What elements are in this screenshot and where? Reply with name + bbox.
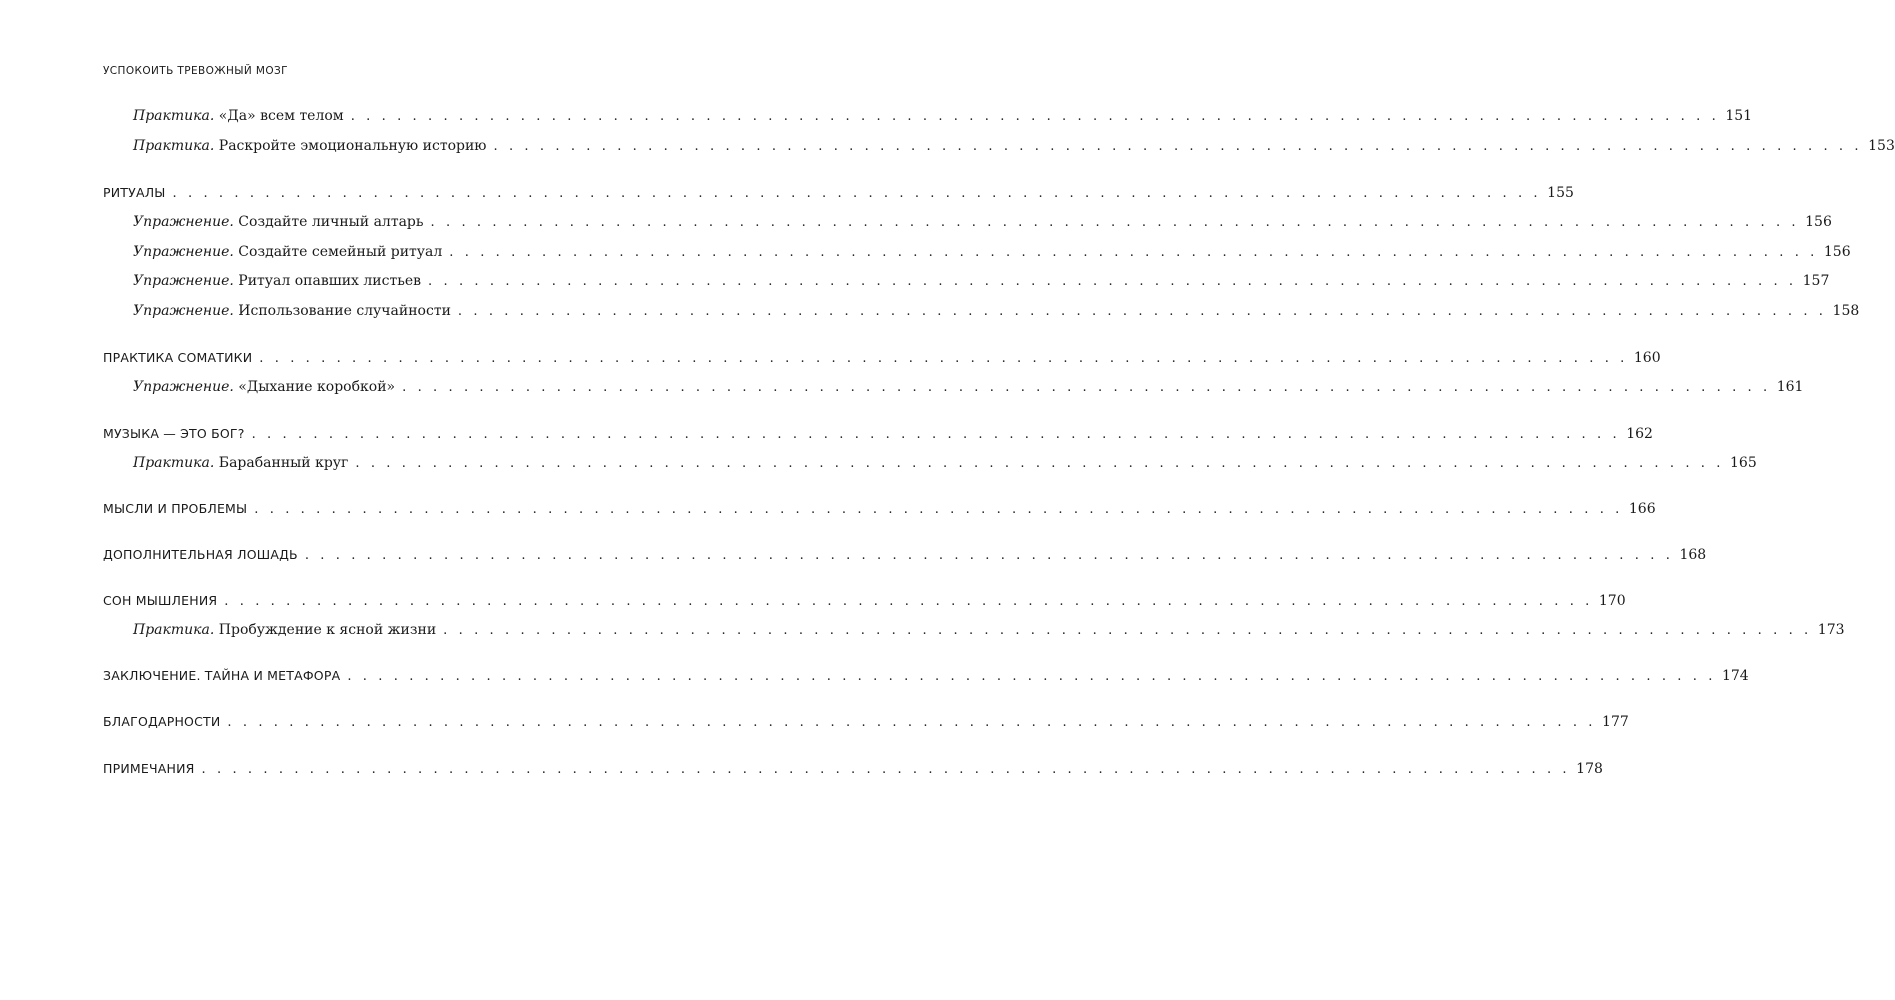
toc-entry-text: «Дыхание коробкой»: [238, 379, 396, 395]
dot-leader: . . . . . . . . . . . . . . . . . . . . . . . . . . . . . . . . . . . . . . . . . . . . . . . . . . . . . . . . . . . . . . . . . . . . . . . . . . . . . . . . . . . . . . . . .: [350, 109, 1720, 124]
dot-leader: . . . . . . . . . . . . . . . . . . . . . . . . . . . . . . . . . . . . . . . . . . . . . . . . . . . . . . . . . . . . . . . . . . . . . . . . . . . . . . . . . . . . . . . . .: [251, 427, 1621, 442]
toc-chapter-title: СОН МЫШЛЕНИЯ: [103, 593, 218, 608]
toc-page-number: 155: [1547, 185, 1574, 201]
toc-entry-title: [133, 455, 348, 471]
toc-entry: [133, 379, 1804, 395]
toc-chapter: [103, 761, 1603, 777]
toc-page-number: 170: [1598, 593, 1626, 609]
toc-entry-text: Барабанный круг: [218, 455, 349, 471]
toc-entry: [133, 273, 1830, 289]
dot-leader: . . . . . . . . . . . . . . . . . . . . . . . . . . . . . . . . . . . . . . . . . . . . . . . . . . . . . . . . . . . . . . . . . . . . . . . . . . . . . . . . . . . . . . . . .: [172, 186, 1542, 201]
toc-page-number: 165: [1730, 455, 1757, 471]
toc-page-number: 168: [1679, 547, 1707, 563]
toc-entry-label: Упражнение.: [133, 214, 234, 230]
dot-leader: . . . . . . . . . . . . . . . . . . . . . . . . . . . . . . . . . . . . . . . . . . . . . . . . . . . . . . . . . . . . . . . . . . . . . . . . . . . . . . . . . . . . . . . . .: [201, 762, 1571, 777]
toc-page-number: 158: [1832, 303, 1860, 319]
toc-chapter-title: ПРАКТИКА СОМАТИКИ: [103, 350, 253, 365]
dot-leader: . . . . . . . . . . . . . . . . . . . . . . . . . . . . . . . . . . . . . . . . . . . . . . . . . . . . . . . . . . . . . . . . . . . . . . . . . . . . . . . . . . . . . . . . .: [402, 380, 1771, 395]
dot-leader: . . . . . . . . . . . . . . . . . . . . . . . . . . . . . . . . . . . . . . . . . . . . . . . . . . . . . . . . . . . . . . . . . . . . . . . . . . . . . . . . . . . . . . . . .: [254, 502, 1623, 517]
toc-chapter-title: МУЗЫКА — ЭТО БОГ?: [103, 426, 245, 441]
toc-entry: [133, 455, 1757, 471]
toc-chapter: [103, 185, 1574, 201]
toc-entry-text: «Да» всем телом: [218, 108, 344, 124]
toc-page-number: 157: [1802, 273, 1830, 289]
dot-leader: . . . . . . . . . . . . . . . . . . . . . . . . . . . . . . . . . . . . . . . . . . . . . . . . . . . . . . . . . . . . . . . . . . . . . . . . . . . . . . . . . . . . . . . . .: [457, 304, 1827, 319]
toc-entry-title: [133, 244, 442, 260]
toc-page-number: 161: [1776, 379, 1804, 395]
dot-leader: . . . . . . . . . . . . . . . . . . . . . . . . . . . . . . . . . . . . . . . . . . . . . . . . . . . . . . . . . . . . . . . . . . . . . . . . . . . . . . . . . . . . . . . . .: [347, 669, 1716, 684]
dot-leader: . . . . . . . . . . . . . . . . . . . . . . . . . . . . . . . . . . . . . . . . . . . . . . . . . . . . . . . . . . . . . . . . . . . . . . . . . . . . . . . . . . . . . . . . .: [430, 215, 1800, 230]
toc-entry-label: Практика.: [133, 108, 215, 124]
toc-entry-title: [133, 303, 451, 319]
toc-chapter: [103, 426, 1653, 442]
dot-leader: . . . . . . . . . . . . . . . . . . . . . . . . . . . . . . . . . . . . . . . . . . . . . . . . . . . . . . . . . . . . . . . . . . . . . . . . . . . . . . . . . . . . . . . . .: [304, 548, 1674, 563]
toc-page-number: 166: [1628, 501, 1656, 517]
toc-page-number: 153: [1868, 138, 1895, 154]
toc-entry-title: [133, 108, 344, 124]
toc-chapter: [103, 350, 1661, 366]
toc-entry-text: Использование случайности: [238, 303, 451, 319]
toc-entry-text: Ритуал опавших листьев: [238, 273, 422, 289]
toc-entry-title: [133, 138, 487, 154]
dot-leader: . . . . . . . . . . . . . . . . . . . . . . . . . . . . . . . . . . . . . . . . . . . . . . . . . . . . . . . . . . . . . . . . . . . . . . . . . . . . . . . . . . . . . . . . .: [443, 623, 1812, 638]
toc-entry-text: Создайте личный алтарь: [238, 214, 424, 230]
dot-leader: . . . . . . . . . . . . . . . . . . . . . . . . . . . . . . . . . . . . . . . . . . . . . . . . . . . . . . . . . . . . . . . . . . . . . . . . . . . . . . . . . . . . . . . . .: [259, 351, 1628, 366]
toc-page-number: 156: [1823, 244, 1851, 260]
toc-entry-title: [133, 622, 436, 638]
dot-leader: . . . . . . . . . . . . . . . . . . . . . . . . . . . . . . . . . . . . . . . . . . . . . . . . . . . . . . . . . . . . . . . . . . . . . . . . . . . . . . . . . . . . . . . . .: [224, 594, 1593, 609]
dot-leader: . . . . . . . . . . . . . . . . . . . . . . . . . . . . . . . . . . . . . . . . . . . . . . . . . . . . . . . . . . . . . . . . . . . . . . . . . . . . . . . . . . . . . . . . .: [493, 139, 1863, 154]
toc-chapter: [103, 593, 1626, 609]
toc-entry: [133, 622, 1845, 638]
dot-leader: . . . . . . . . . . . . . . . . . . . . . . . . . . . . . . . . . . . . . . . . . . . . . . . . . . . . . . . . . . . . . . . . . . . . . . . . . . . . . . . . . . . . . . . . .: [449, 245, 1818, 260]
toc-entry: [133, 108, 1753, 124]
toc-entry-title: [133, 214, 424, 230]
toc-entry-label: Упражнение.: [133, 379, 234, 395]
toc-page-number: 173: [1817, 622, 1845, 638]
toc-entry-label: Упражнение.: [133, 303, 234, 319]
toc-chapter: [103, 501, 1656, 517]
toc-entry-label: Практика.: [133, 622, 215, 638]
toc-chapter: [103, 668, 1749, 684]
toc-page-number: 160: [1633, 350, 1661, 366]
toc-entry-text: Пробуждение к ясной жизни: [218, 622, 437, 638]
toc-entry: [133, 244, 1851, 260]
toc-entry-label: Практика.: [133, 455, 215, 471]
toc-chapter: [103, 547, 1707, 563]
toc-entry-title: [133, 273, 421, 289]
toc-entry-text: Создайте семейный ритуал: [238, 244, 443, 260]
running-head: УСПОКОИТЬ ТРЕВОЖНЫЙ МОЗГ: [103, 65, 288, 77]
toc-page-number: 156: [1805, 214, 1832, 230]
toc-entry: [133, 303, 1860, 319]
toc-page-number: 162: [1626, 426, 1653, 442]
dot-leader: . . . . . . . . . . . . . . . . . . . . . . . . . . . . . . . . . . . . . . . . . . . . . . . . . . . . . . . . . . . . . . . . . . . . . . . . . . . . . . . . . . . . . . . . .: [227, 715, 1597, 730]
toc-page-number: 174: [1721, 668, 1749, 684]
toc-page-number: 151: [1725, 108, 1753, 124]
toc-chapter-title: РИТУАЛЫ: [103, 185, 166, 200]
toc-page-number: 178: [1576, 761, 1603, 777]
toc-entry-title: [133, 379, 395, 395]
toc-chapter-title: ПРИМЕЧАНИЯ: [103, 761, 195, 776]
toc-chapter-title: МЫСЛИ И ПРОБЛЕМЫ: [103, 501, 248, 516]
toc-entry: [133, 138, 1895, 154]
toc-entry-label: Упражнение.: [133, 273, 234, 289]
dot-leader: . . . . . . . . . . . . . . . . . . . . . . . . . . . . . . . . . . . . . . . . . . . . . . . . . . . . . . . . . . . . . . . . . . . . . . . . . . . . . . . . . . . . . . . . .: [428, 274, 1797, 289]
dot-leader: . . . . . . . . . . . . . . . . . . . . . . . . . . . . . . . . . . . . . . . . . . . . . . . . . . . . . . . . . . . . . . . . . . . . . . . . . . . . . . . . . . . . . . . . .: [355, 456, 1724, 471]
toc-chapter: [103, 714, 1629, 730]
toc-page-number: 177: [1602, 714, 1629, 730]
toc-entry-label: Упражнение.: [133, 244, 234, 260]
toc-chapter-title: БЛАГОДАРНОСТИ: [103, 714, 221, 729]
toc-chapter-title: ДОПОЛНИТЕЛЬНАЯ ЛОШАДЬ: [103, 547, 298, 562]
toc-chapter-title: ЗАКЛЮЧЕНИЕ. ТАЙНА И МЕТАФОРА: [103, 668, 341, 683]
toc-entry-text: Раскройте эмоциональную историю: [218, 138, 487, 154]
toc-entry: [133, 214, 1832, 230]
toc-entry-label: Практика.: [133, 138, 215, 154]
